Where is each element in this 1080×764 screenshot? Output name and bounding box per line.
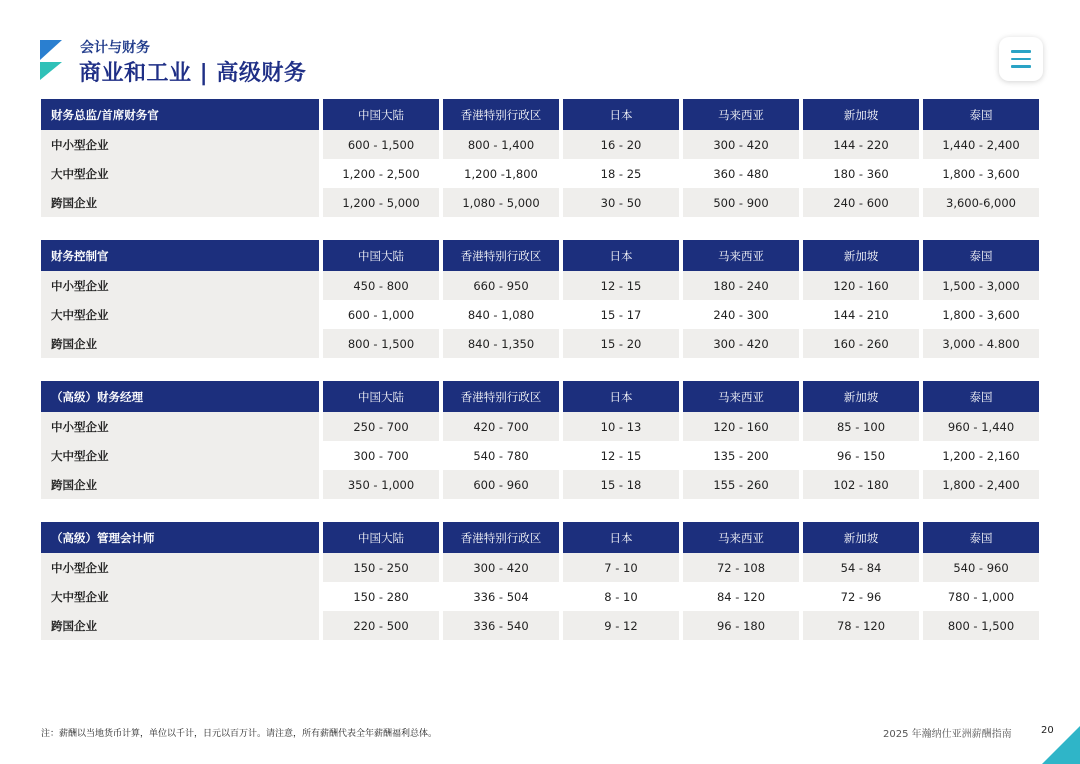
- row-label: 大中型企业: [41, 441, 319, 470]
- hamburger-menu-icon: [1011, 50, 1031, 53]
- column-header: 日本: [563, 240, 679, 271]
- column-header: 日本: [563, 99, 679, 130]
- row-label: 中小型企业: [41, 271, 319, 300]
- table-row: [41, 412, 1039, 441]
- row-label: 跨国企业: [41, 188, 319, 217]
- table-cell: 180 - 360: [803, 159, 919, 188]
- table-cell: 84 - 120: [683, 582, 799, 611]
- report-title: 2025 年瀚纳仕亚洲薪酬指南: [883, 729, 1012, 740]
- column-header: 马来西亚: [683, 240, 799, 271]
- table-cell: 250 - 700: [323, 412, 439, 441]
- table-cell: 102 - 180: [803, 470, 919, 499]
- table-cell: 800 - 1,500: [323, 329, 439, 358]
- brand-logo-icon: [40, 40, 62, 80]
- table-cell: 72 - 108: [683, 553, 799, 582]
- table-cell: 78 - 120: [803, 611, 919, 640]
- column-header: 香港特别行政区: [443, 522, 559, 553]
- table-cell: 1,440 - 2,400: [923, 130, 1039, 159]
- table-cell: 12 - 15: [563, 441, 679, 470]
- table-row: [41, 188, 1039, 217]
- table-cell: 16 - 20: [563, 130, 679, 159]
- table-row: [41, 582, 1039, 611]
- table-cell: 300 - 420: [683, 130, 799, 159]
- footnote: 注：薪酬以当地货币计算，单位以千计，日元以百万计。请注意，所有薪酬代表全年薪酬福利总体。: [41, 729, 438, 739]
- table-cell: 1,200 - 2,160: [923, 441, 1039, 470]
- table-cell: 12 - 15: [563, 271, 679, 300]
- table-row: [41, 470, 1039, 499]
- table-cell: 450 - 800: [323, 271, 439, 300]
- row-label: 跨国企业: [41, 611, 319, 640]
- table-cell: 54 - 84: [803, 553, 919, 582]
- table-cell: 600 - 1,500: [323, 130, 439, 159]
- table-row: [41, 329, 1039, 358]
- role-title: 财务总监/首席财务官: [41, 99, 319, 130]
- table-cell: 8 - 10: [563, 582, 679, 611]
- table-cell: 960 - 1,440: [923, 412, 1039, 441]
- role-title: 财务控制官: [41, 240, 319, 271]
- table-header-row: [41, 240, 1039, 271]
- table-cell: 150 - 280: [323, 582, 439, 611]
- row-label: 中小型企业: [41, 553, 319, 582]
- table-cell: 1,800 - 3,600: [923, 159, 1039, 188]
- row-label: 大中型企业: [41, 300, 319, 329]
- table-cell: 160 - 260: [803, 329, 919, 358]
- table-row: [41, 271, 1039, 300]
- table-cell: 780 - 1,000: [923, 582, 1039, 611]
- table-header-row: [41, 381, 1039, 412]
- table-cell: 660 - 950: [443, 271, 559, 300]
- page-number: 20: [1041, 725, 1054, 736]
- table-cell: 7 - 10: [563, 553, 679, 582]
- column-header: 中国大陆: [323, 381, 439, 412]
- table-cell: 30 - 50: [563, 188, 679, 217]
- table-cell: 240 - 300: [683, 300, 799, 329]
- table-cell: 360 - 480: [683, 159, 799, 188]
- table-cell: 18 - 25: [563, 159, 679, 188]
- table-cell: 1,500 - 3,000: [923, 271, 1039, 300]
- table-cell: 135 - 200: [683, 441, 799, 470]
- column-header: 中国大陆: [323, 240, 439, 271]
- row-label: 大中型企业: [41, 582, 319, 611]
- table-cell: 1,800 - 2,400: [923, 470, 1039, 499]
- salary-table-cfo: [41, 99, 1039, 217]
- table-cell: 15 - 18: [563, 470, 679, 499]
- table-cell: 85 - 100: [803, 412, 919, 441]
- column-header: 新加坡: [803, 381, 919, 412]
- salary-table-finance-manager: [41, 381, 1039, 499]
- column-header: 日本: [563, 522, 679, 553]
- table-row: [41, 159, 1039, 188]
- table-cell: 1,200 - 2,500: [323, 159, 439, 188]
- row-label: 大中型企业: [41, 159, 319, 188]
- table-cell: 800 - 1,400: [443, 130, 559, 159]
- row-label: 中小型企业: [41, 130, 319, 159]
- column-header: 中国大陆: [323, 99, 439, 130]
- table-cell: 420 - 700: [443, 412, 559, 441]
- table-row: [41, 300, 1039, 329]
- table-cell: 540 - 960: [923, 553, 1039, 582]
- table-row: [41, 441, 1039, 470]
- table-cell: 144 - 220: [803, 130, 919, 159]
- table-cell: 72 - 96: [803, 582, 919, 611]
- column-header: 香港特别行政区: [443, 240, 559, 271]
- column-header: 香港特别行政区: [443, 99, 559, 130]
- role-title: （高级）管理会计师: [41, 522, 319, 553]
- row-label: 中小型企业: [41, 412, 319, 441]
- column-header: 马来西亚: [683, 522, 799, 553]
- table-cell: 1,200 - 5,000: [323, 188, 439, 217]
- table-cell: 10 - 13: [563, 412, 679, 441]
- table-cell: 144 - 210: [803, 300, 919, 329]
- column-header: 新加坡: [803, 240, 919, 271]
- salary-tables: [41, 99, 1039, 640]
- column-header: 马来西亚: [683, 381, 799, 412]
- hamburger-menu-button[interactable]: [999, 37, 1043, 81]
- table-row: [41, 611, 1039, 640]
- table-row: [41, 553, 1039, 582]
- table-cell: 3,000 - 4.800: [923, 329, 1039, 358]
- table-cell: 3,600-6,000: [923, 188, 1039, 217]
- corner-triangle-icon: [1042, 726, 1080, 764]
- table-cell: 540 - 780: [443, 441, 559, 470]
- column-header: 新加坡: [803, 99, 919, 130]
- table-cell: 240 - 600: [803, 188, 919, 217]
- table-cell: 220 - 500: [323, 611, 439, 640]
- table-cell: 15 - 17: [563, 300, 679, 329]
- column-header: 泰国: [923, 99, 1039, 130]
- table-header-row: [41, 99, 1039, 130]
- table-cell: 600 - 1,000: [323, 300, 439, 329]
- table-cell: 9 - 12: [563, 611, 679, 640]
- column-header: 日本: [563, 381, 679, 412]
- table-cell: 15 - 20: [563, 329, 679, 358]
- table-row: [41, 130, 1039, 159]
- table-cell: 600 - 960: [443, 470, 559, 499]
- section-subtitle: 会计与财务: [80, 40, 150, 56]
- table-cell: 500 - 900: [683, 188, 799, 217]
- table-cell: 300 - 420: [683, 329, 799, 358]
- table-cell: 336 - 504: [443, 582, 559, 611]
- column-header: 新加坡: [803, 522, 919, 553]
- salary-table-management-accountant: [41, 522, 1039, 640]
- column-header: 泰国: [923, 381, 1039, 412]
- role-title: （高级）财务经理: [41, 381, 319, 412]
- salary-table-financial-controller: [41, 240, 1039, 358]
- table-cell: 1,800 - 3,600: [923, 300, 1039, 329]
- table-cell: 120 - 160: [683, 412, 799, 441]
- column-header: 中国大陆: [323, 522, 439, 553]
- row-label: 跨国企业: [41, 329, 319, 358]
- table-cell: 840 - 1,080: [443, 300, 559, 329]
- table-cell: 1,080 - 5,000: [443, 188, 559, 217]
- table-cell: 840 - 1,350: [443, 329, 559, 358]
- table-cell: 350 - 1,000: [323, 470, 439, 499]
- table-cell: 336 - 540: [443, 611, 559, 640]
- table-cell: 150 - 250: [323, 553, 439, 582]
- table-header-row: [41, 522, 1039, 553]
- table-cell: 800 - 1,500: [923, 611, 1039, 640]
- column-header: 泰国: [923, 240, 1039, 271]
- table-cell: 300 - 700: [323, 441, 439, 470]
- row-label: 跨国企业: [41, 470, 319, 499]
- table-cell: 180 - 240: [683, 271, 799, 300]
- table-cell: 96 - 150: [803, 441, 919, 470]
- column-header: 马来西亚: [683, 99, 799, 130]
- table-cell: 120 - 160: [803, 271, 919, 300]
- table-cell: 1,200 -1,800: [443, 159, 559, 188]
- table-cell: 96 - 180: [683, 611, 799, 640]
- page-title: 商业和工业 | 高级财务: [79, 61, 307, 86]
- column-header: 香港特别行政区: [443, 381, 559, 412]
- table-cell: 300 - 420: [443, 553, 559, 582]
- column-header: 泰国: [923, 522, 1039, 553]
- table-cell: 155 - 260: [683, 470, 799, 499]
